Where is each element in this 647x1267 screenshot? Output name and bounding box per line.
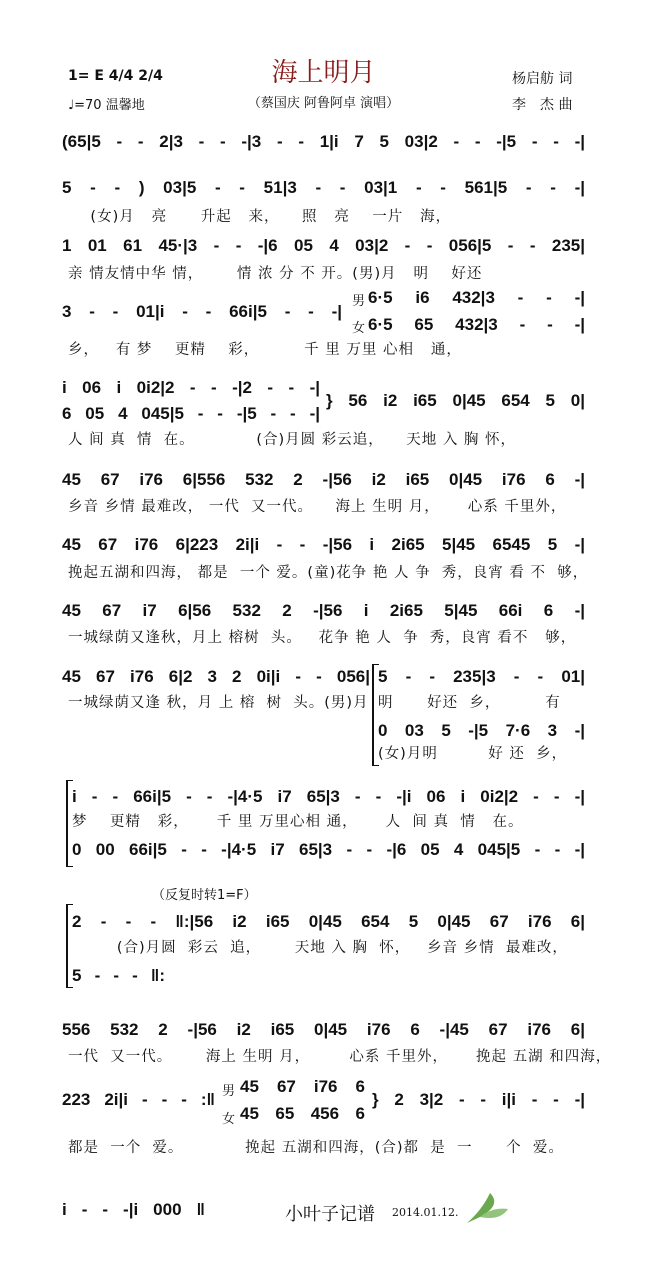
notes-line-13-male: 45 67 i76 6 xyxy=(240,1077,365,1096)
notes-line-9: 45 67 i76 6|2 3 2 0i|i - - 056| xyxy=(62,667,370,686)
modulation-note: （反复时转1=F） xyxy=(152,888,257,903)
notes-line-10-female: 0 00 66i|5 - - -|4·5 i7 65|3 - - -|6 05 4 045|5 - - -| xyxy=(72,840,585,859)
voice-label-female: 女 xyxy=(352,321,366,336)
lyrics-line-5: 人 间 真 情 在。 (合)月圆 彩云追， 天地 入 胸 怀， xyxy=(68,432,517,448)
composer: 李 杰 曲 xyxy=(512,97,573,113)
lyrics-line-9: 一城绿荫又逢 秋，月 上 榕 树 头。(男)月 xyxy=(68,695,369,711)
song-title: 海上明月 xyxy=(271,58,376,88)
notes-line-6: 45 67 i76 6|556 532 2 -|56 i2 i65 0|45 i76 6 -| xyxy=(62,470,585,489)
notes-line-2: 5 - - ) 03|5 - - 51|3 - - 03|1 - - 561|5 - - -| xyxy=(62,178,585,197)
notes-line-11-lower: 5 - - - ‖: xyxy=(72,966,165,985)
leaf-logo xyxy=(462,1185,512,1225)
lyrics-line-11: (合)月圆 彩云 追， 天地 入 胸 怀， 乡音 乡情 最难改， xyxy=(72,940,568,956)
transcriber-signature: 小叶子记谱 xyxy=(285,1204,375,1225)
lyrics-line-9-upper: 明 好还 乡， 有 xyxy=(378,695,561,711)
lyrics-line-7: 挽起五湖和四海， 都是 一个 爱。(童)花争 艳 人 争 秀，良宵 看 不 够， xyxy=(68,565,589,581)
notes-line-13: 223 2i|i - - - :‖ xyxy=(62,1090,215,1109)
lyrics-line-13: 都是 一个 爱。 挽起 五湖和四海，(合)都 是 一 个 爱。 xyxy=(68,1140,564,1156)
lyrics-line-2: (女)月 亮 升起 来， 照 亮 一片 海， xyxy=(68,209,452,225)
notes-line-12: 556 532 2 -|56 i2 i65 0|45 i76 6 -|45 67 i76 6| xyxy=(62,1020,585,1039)
notes-line-4-male: 6·5 i6 432|3 - - -| xyxy=(368,288,585,307)
lyrics-line-9-female: (女)月明 好 还 乡， xyxy=(378,746,568,762)
notes-line-11: 2 - - - ‖:|56 i2 i65 0|45 654 5 0|45 67 i76 6| xyxy=(72,912,585,931)
notes-line-14: i - - -|i 000 ‖ xyxy=(62,1200,205,1219)
lyrics-line-12: 一代 又一代。 海上 生明 月， 心系 千里外， 挽起 五湖 和四海， xyxy=(68,1049,612,1065)
notes-line-9-upper: 5 - - 235|3 - - 01| xyxy=(378,667,585,686)
voice-label-male: 男 xyxy=(222,1084,236,1099)
notes-line-8: 45 67 i7 6|56 532 2 -|56 i 2i65 5|45 66i 6 -| xyxy=(62,601,585,620)
notes-line-9-female: 0 03 5 -|5 7·6 3 -| xyxy=(378,721,585,740)
voice-label-female: 女 xyxy=(222,1112,236,1127)
notes-line-4-female: 6·5 65 432|3 - - -| xyxy=(368,315,585,334)
lyrics-line-4: 乡， 有 梦 更精 彩， 千 里 万里 心相 通， xyxy=(68,342,462,358)
notes-line-1: (65|5 - - 2|3 - - -|3 - - 1|i 7 5 03|2 - - -|5 - - -| xyxy=(62,132,585,151)
notes-line-3: 1 01 61 45·|3 - - -|6 05 4 03|2 - - 056|5 - - 235| xyxy=(62,236,585,255)
notes-line-5: } 56 i2 i65 0|45 654 5 0| xyxy=(326,391,585,410)
lyrics-line-10: 梦 更精 彩， 千 里 万里心相 通， 人 间 真 情 在。 xyxy=(72,814,524,830)
notes-line-5-male: i 06 i 0i2|2 - - -|2 - - -| xyxy=(62,378,320,397)
lyrics-line-8: 一城绿荫又逢秋，月上 榕树 头。 花争 艳 人 争 秀，良宵 看不 够， xyxy=(68,630,577,646)
notes-line-7: 45 67 i76 6|223 2i|i - - -|56 i 2i65 5|45 6545 5 -| xyxy=(62,535,585,554)
transcription-date: 2014.01.12. xyxy=(392,1206,459,1219)
lyricist: 杨启舫 词 xyxy=(512,71,573,87)
performers: （蔡国庆 阿鲁阿卓 演唱） xyxy=(247,96,400,111)
lyrics-line-6: 乡音 乡情 最难改， 一代 又一代。 海上 生明 月， 心系 千里外， xyxy=(68,499,567,515)
voice-label-male: 男 xyxy=(352,294,366,309)
tempo-marking: ♩=70 温馨地 xyxy=(68,98,145,113)
lyrics-line-3: 亲 情友情中华 情， 情 浓 分 不 开。(男)月 明 好还 xyxy=(68,266,483,282)
notes-line-10: i - - 66i|5 - - -|4·5 i7 65|3 - - -|i 06 i 0i2|2 - - -| xyxy=(72,787,585,806)
notes-line-5-female: 6 05 4 045|5 - - -|5 - - -| xyxy=(62,404,320,423)
notes-line-13-end: } 2 3|2 - - i|i - - -| xyxy=(372,1090,585,1109)
notes-line-4: 3 - - 01|i - - 66i|5 - - -| xyxy=(62,302,342,321)
key-signature: 1= E 4/4 2/4 xyxy=(68,68,163,84)
notes-line-13-female: 45 65 456 6 xyxy=(240,1104,365,1123)
